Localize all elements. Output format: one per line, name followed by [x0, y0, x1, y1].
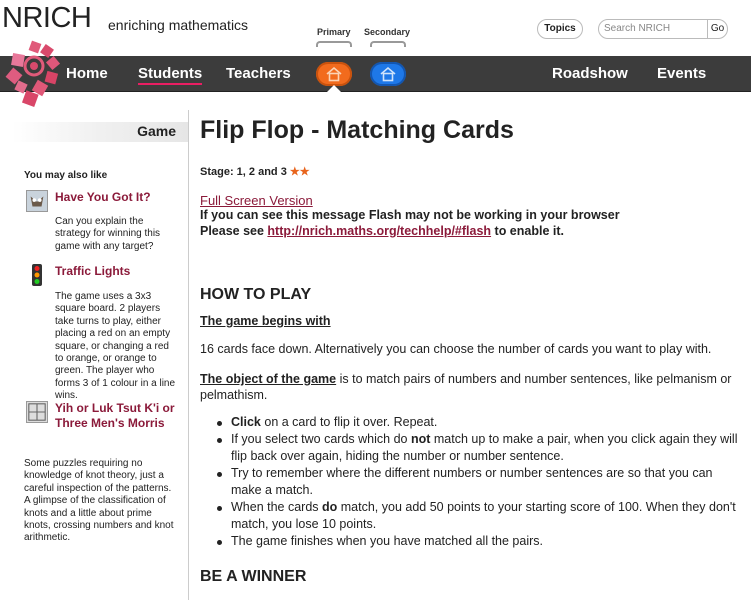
list-item [200, 431, 745, 465]
nav-roadshow[interactable]: Roadshow [552, 65, 628, 82]
topics-button[interactable]: Topics [537, 19, 583, 39]
header [0, 0, 751, 56]
game-begins-subheading: The game begins with [200, 314, 331, 328]
secondary-bracket [370, 41, 406, 47]
primary-bracket [316, 41, 352, 47]
nav-events[interactable]: Events [657, 65, 707, 82]
list-item: The game finishes when you have matched all the pairs. [200, 533, 745, 550]
page-title: Flip Flop - Matching Cards [200, 116, 514, 144]
main-nav [0, 56, 751, 92]
flash-line-1: If you can see this message Flash may not be working in your browser [200, 208, 620, 222]
sidebar [12, 122, 188, 142]
bullet-bold: Click [231, 415, 261, 429]
bullet-text: match, you add 50 points to your starting score of 100. When they don't match, you lose 10 points. [231, 500, 736, 531]
secondary-home-button[interactable] [370, 62, 406, 86]
house-icon [325, 66, 343, 82]
how-to-play-heading: HOW TO PLAY [200, 286, 312, 303]
object-label: The object of the game [200, 372, 337, 386]
object-text: is to match pairs of numbers and number sentences, like pelmanism or pelmathism. [200, 372, 732, 402]
bullet-bold: not [410, 432, 431, 446]
tagline: enriching mathematics [108, 17, 249, 33]
star-icon: ★★ [289, 166, 310, 178]
related-description: Some puzzles requiring no knowledge of knot theory, just a careful inspection of the patterns. A glimpse of the classification of knots and a little about prime knots, crossing numbers and knot arithmetic. [24, 458, 174, 544]
search-input[interactable]: Search NRICH [598, 19, 708, 39]
traffic-light-icon [26, 264, 48, 286]
flash-warning [200, 208, 745, 239]
house-icon [379, 66, 397, 82]
sidebar-divider [188, 110, 189, 600]
bullet-text: When the cards [231, 500, 323, 514]
bullet-text: If you select two cards which do [231, 432, 411, 446]
be-a-winner-heading: BE A WINNER [200, 568, 307, 585]
nav-home[interactable]: Home [66, 65, 108, 82]
list-item [200, 499, 745, 533]
nav-pointer [326, 85, 342, 93]
stage-text: Stage: 1, 2 and 3 [200, 166, 287, 178]
related-description: The game uses a 3x3 square board. 2 players take turns to play, either placing a red on an empty square, or changing a red to orange, or orange to green. The player who forms 3 of 1 colour in a line wins. [55, 291, 176, 402]
flash-suffix: to enable it. [491, 223, 564, 238]
related-description: Can you explain the strategy for winning this game with any target? [55, 216, 161, 252]
bullet-bold: do [322, 500, 338, 514]
flash-prefix: Please see [200, 223, 268, 238]
also-like-heading: You may also like [24, 170, 108, 181]
flash-line-2 [200, 224, 745, 240]
stage-label-secondary: Secondary [364, 27, 411, 37]
flash-help-link[interactable]: http://nrich.maths.org/techhelp/#flash [267, 223, 492, 238]
related-title[interactable]: Traffic Lights [55, 264, 131, 278]
rules-list [200, 414, 745, 550]
related-title[interactable]: Have You Got It? [55, 190, 151, 204]
stage-label-primary: Primary [317, 27, 351, 37]
nav-students[interactable]: Students [138, 65, 202, 85]
list-item [200, 414, 745, 431]
morris-board-icon [26, 401, 48, 423]
sidebar-heading: Game [12, 122, 188, 142]
bullet-text: on a card to flip it over. Repeat. [260, 415, 438, 429]
object-paragraph [200, 371, 740, 403]
game-begins-text: 16 cards face down. Alternatively you can choose the number of cards you want to play with. [200, 342, 712, 356]
nrich-flower-logo-icon[interactable] [4, 40, 64, 112]
owl-thumbnail-icon [26, 190, 48, 212]
primary-home-button[interactable] [316, 62, 352, 86]
stage-info [200, 165, 310, 178]
list-item: Try to remember where the different numbers or number sentences are so that you can make a match. [200, 465, 745, 499]
bullet-text: match up to make a pair, when you click again they will flip back over again, hiding the number or number sentence. [231, 432, 738, 463]
related-title[interactable]: Yih or Luk Tsut K'i or Three Men's Morris [55, 401, 175, 430]
search-go-button[interactable]: Go [707, 19, 728, 39]
brand-logo-text[interactable]: NRICH [2, 2, 92, 34]
nav-teachers[interactable]: Teachers [226, 65, 291, 82]
fullscreen-link[interactable]: Full Screen Version [200, 193, 313, 208]
